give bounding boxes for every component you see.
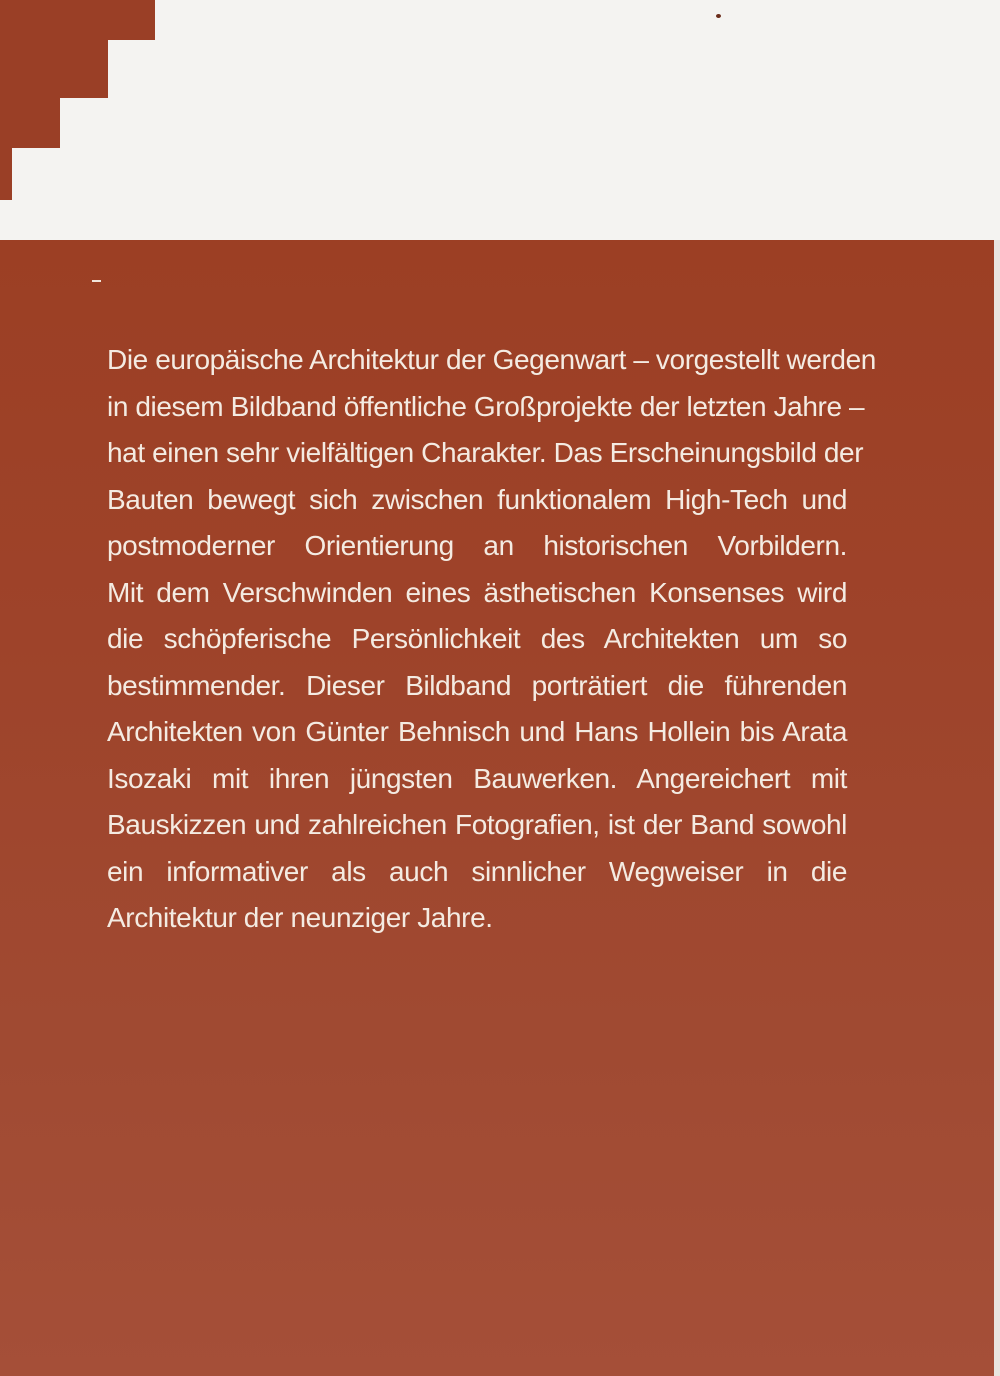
ornament-dash bbox=[92, 280, 101, 282]
stepped-decoration bbox=[0, 40, 108, 98]
paper-speck bbox=[716, 14, 721, 18]
blurb-line: Architektur der neunziger Jahre. bbox=[107, 902, 493, 933]
blurb-line: Architekten von Günter Behnisch und Hans Hollein bis Arata bbox=[107, 716, 847, 747]
blurb-line: bestimmender. Dieser Bildband porträtiert die führenden bbox=[107, 669, 847, 701]
blurb-line: ein informativer als auch sinnlicher Wegweiser in die bbox=[107, 855, 847, 887]
stepped-decoration bbox=[0, 0, 155, 40]
blurb-line: die schöpferische Persönlichkeit des Architekten um so bbox=[107, 623, 847, 654]
blurb-line: postmoderner Orientierung an historischen Vorbildern. bbox=[107, 530, 847, 561]
stepped-decoration bbox=[0, 98, 60, 148]
page-edge bbox=[994, 240, 1000, 1376]
blurb-line: Isozaki mit ihren jüngsten Bauwerken. Angereichert mit bbox=[107, 762, 847, 794]
blurb-line: Mit dem Verschwinden eines ästhetischen Konsenses wird bbox=[107, 576, 847, 608]
blurb-line: in diesem Bildband öffentliche Großprojekte der letzten Jahre – bbox=[107, 390, 865, 422]
stepped-decoration bbox=[0, 148, 12, 200]
blurb-text bbox=[107, 337, 876, 942]
blurb-line: Bauskizzen und zahlreichen Fotografien, ist der Band sowohl bbox=[107, 809, 847, 840]
blurb-line: hat einen sehr vielfältigen Charakter. Das Erscheinungsbild der bbox=[107, 437, 864, 468]
blurb-line: Die europäische Architektur der Gegenwart – vorgestellt werden bbox=[107, 344, 876, 375]
blurb-line: Bauten bewegt sich zwischen funktionalem High-Tech und bbox=[107, 483, 847, 515]
